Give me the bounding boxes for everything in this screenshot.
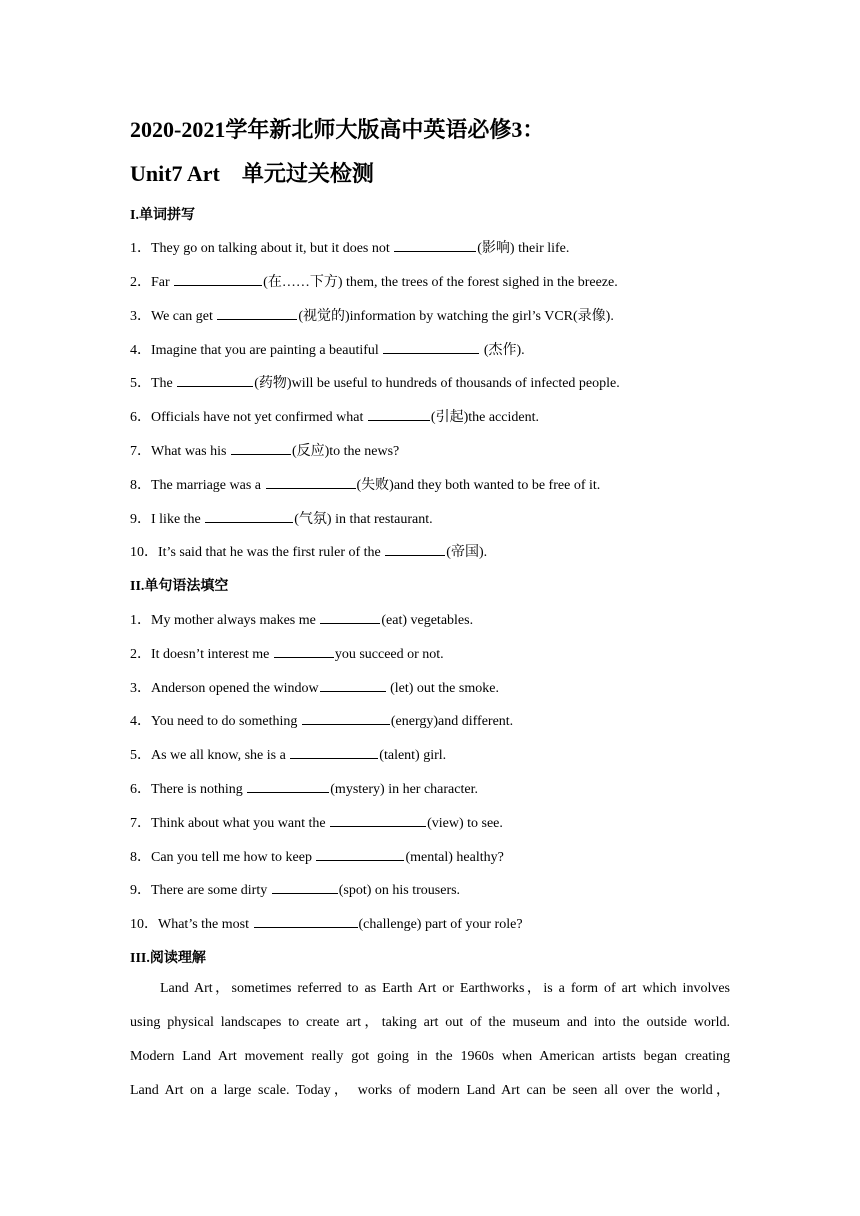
section-heading-spelling: I.单词拼写 (130, 208, 195, 223)
question-item: 3．Anderson opened the window (let) out the smoke. (130, 677, 499, 697)
answer-blank[interactable] (274, 644, 334, 658)
answer-blank[interactable] (247, 779, 329, 793)
question-item: 4．Imagine that you are painting a beautiful (杰作). (130, 339, 525, 359)
answer-blank[interactable] (330, 813, 426, 827)
passage-line: Land Art，sometimes referred to as Earth Art or Earthworks，is a form of art which involves (160, 981, 730, 996)
question-item: 6．There is nothing (mystery) in her character. (130, 778, 478, 798)
answer-blank[interactable] (272, 880, 338, 894)
answer-blank[interactable] (177, 373, 253, 387)
passage-line: using physical landscapes to create art，taking art out of the museum and into the outside world. (130, 1015, 730, 1030)
answer-blank[interactable] (316, 847, 404, 861)
answer-blank[interactable] (385, 542, 445, 556)
answer-blank[interactable] (217, 306, 297, 320)
answer-blank[interactable] (383, 340, 479, 354)
question-item: 2．It doesn’t interest me you succeed or not. (130, 643, 444, 663)
answer-blank[interactable] (174, 272, 262, 286)
question-item: 7．What was his (反应)to the news? (130, 440, 399, 460)
question-item: 1．They go on talking about it, but it does not (影响) their life. (130, 237, 569, 257)
answer-blank[interactable] (266, 475, 356, 489)
question-item: 8．Can you tell me how to keep (mental) healthy? (130, 846, 504, 866)
section-heading-reading: III.阅读理解 (130, 951, 206, 966)
question-item: 3．We can get (视觉的)information by watching the girl’s VCR(录像). (130, 305, 614, 325)
answer-blank[interactable] (320, 678, 386, 692)
answer-blank[interactable] (205, 509, 293, 523)
question-item: 9．I like the (气氛) in that restaurant. (130, 508, 433, 528)
answer-blank[interactable] (320, 610, 380, 624)
question-item: 9．There are some dirty (spot) on his trousers. (130, 879, 460, 899)
reading-passage (130, 972, 730, 1108)
passage-line: Land Art on a large scale. Today， works of modern Land Art can be seen all over the world， (130, 1083, 730, 1098)
answer-blank[interactable] (302, 711, 390, 725)
question-item: 6．Officials have not yet confirmed what (引起)the accident. (130, 406, 539, 426)
answer-blank[interactable] (368, 407, 430, 421)
question-item: 5．The (药物)will be useful to hundreds of thousands of infected people. (130, 372, 620, 392)
question-item: 5．As we all know, she is a (talent) girl. (130, 744, 446, 764)
question-item: 7．Think about what you want the (view) to see. (130, 812, 503, 832)
question-item: 2．Far (在……下方) them, the trees of the forest sighed in the breeze. (130, 271, 618, 291)
question-item: 8．The marriage was a (失败)and they both wanted to be free of it. (130, 474, 600, 494)
answer-blank[interactable] (394, 238, 476, 252)
answer-blank[interactable] (231, 441, 291, 455)
unit-title: Unit7 Art 单元过关检测 (130, 161, 374, 186)
question-item: 10．It’s said that he was the first ruler of the (帝国). (130, 541, 487, 561)
question-item: 1．My mother always makes me (eat) vegetables. (130, 609, 473, 629)
document-title: 2020-2021学年新北师大版高中英语必修3： (130, 117, 545, 142)
answer-blank[interactable] (290, 745, 378, 759)
passage-line: Modern Land Art movement really got going in the 1960s when American artists began creating (130, 1049, 730, 1064)
question-item: 4．You need to do something (energy)and different. (130, 710, 513, 730)
answer-blank[interactable] (254, 914, 358, 928)
section-heading-grammar: II.单句语法填空 (130, 579, 229, 594)
question-item: 10．What’s the most (challenge) part of your role? (130, 913, 523, 933)
